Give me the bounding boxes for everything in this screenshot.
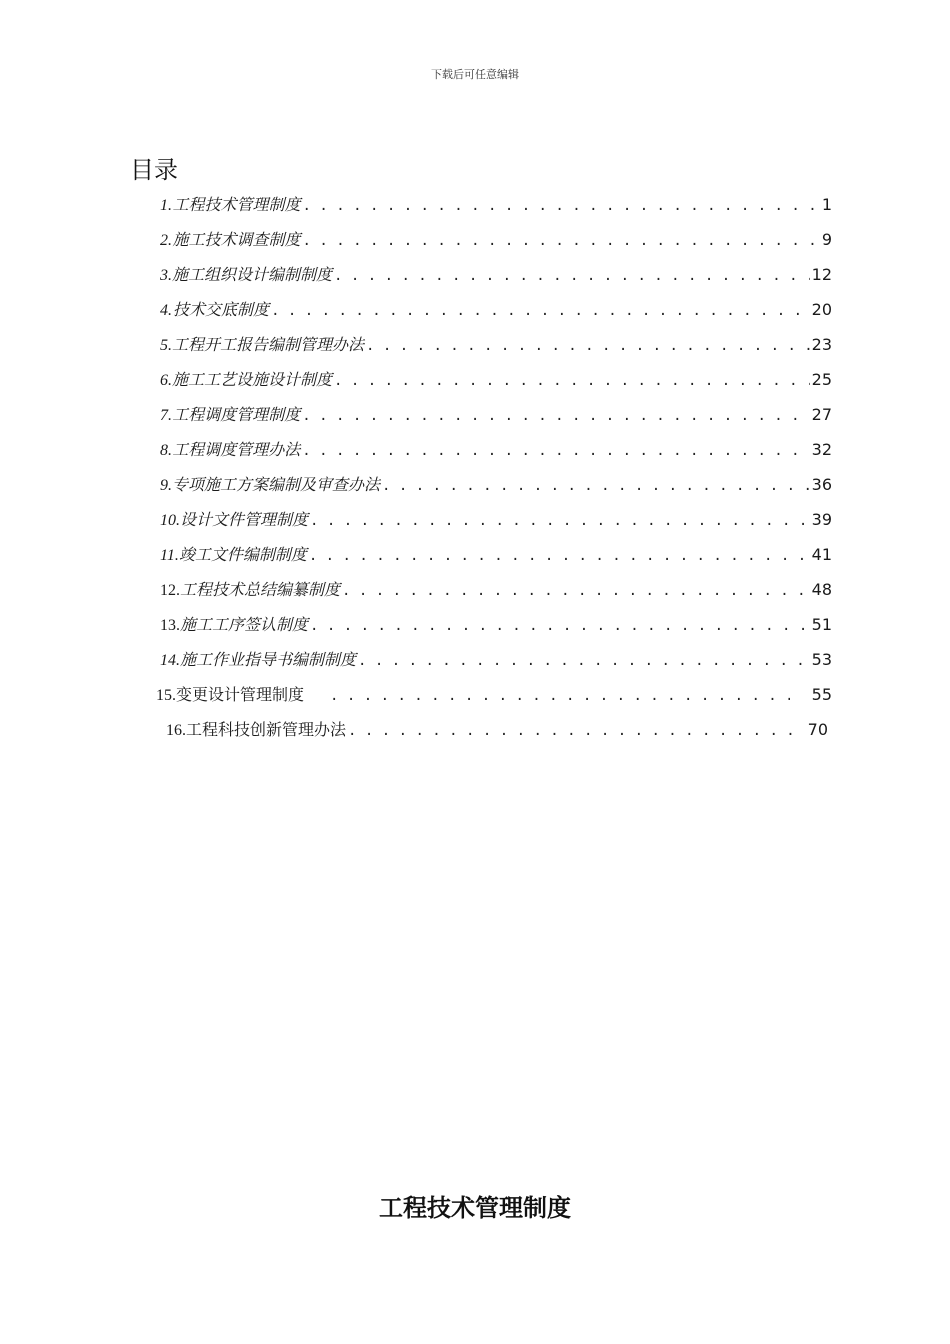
toc-entry-page: 48: [811, 580, 832, 599]
toc-entry-page: 32: [811, 440, 832, 459]
page-header-note: 下载后可任意编辑: [431, 68, 519, 81]
toc-entry-label: 施工技术调查制度: [172, 230, 301, 249]
toc-entry[interactable]: [160, 402, 832, 426]
toc-title: 目录: [130, 156, 178, 184]
toc-entry[interactable]: [160, 297, 832, 321]
toc-entry-page: 53: [811, 650, 832, 669]
toc-entry[interactable]: [160, 227, 832, 251]
toc-entry-page: 51: [811, 615, 832, 634]
toc-entry[interactable]: [160, 262, 832, 286]
toc-entry-number: 11.: [160, 547, 179, 564]
toc-entry-label: 变更设计管理制度: [176, 685, 305, 704]
toc-entry-label: 设计文件管理制度: [180, 510, 309, 529]
toc-dot-leader: [330, 688, 790, 704]
toc-entry[interactable]: [160, 332, 832, 356]
toc-entry-label: 专项施工方案编制及审查办法: [172, 475, 381, 494]
toc-dot-leader: [302, 408, 809, 424]
toc-entry-number: 4.: [160, 302, 172, 319]
toc-entry[interactable]: [160, 192, 832, 216]
toc-entry[interactable]: [160, 437, 832, 461]
toc-entry[interactable]: [160, 612, 832, 636]
toc-entry-page: 39: [811, 510, 832, 529]
toc-entry-label: 工程科技创新管理办法: [186, 720, 347, 739]
toc-entry-page: 20: [811, 300, 832, 319]
toc-entry[interactable]: [166, 717, 828, 741]
toc-dot-leader: [310, 513, 810, 529]
toc-entry-label: 工程技术管理制度: [172, 195, 301, 214]
toc-entry-page: 25: [811, 370, 832, 389]
toc-entry[interactable]: [160, 647, 832, 671]
toc-entry-page: 27: [811, 405, 832, 424]
section-heading: 工程技术管理制度: [379, 1194, 571, 1222]
toc-entry-label: 技术交底制度: [173, 300, 270, 319]
toc-entry-page: 23: [811, 335, 832, 354]
toc-entry-label: 施工组织设计编制制度: [172, 265, 333, 284]
toc-entry-page: 70: [807, 720, 828, 739]
toc-entry-number: 12.: [160, 582, 180, 599]
toc-dot-leader: [342, 583, 810, 599]
toc-dot-leader: [309, 548, 810, 564]
toc-entry-page: 41: [811, 545, 832, 564]
toc-entry-number: 15.: [156, 687, 176, 704]
toc-dot-leader: [310, 618, 810, 634]
toc-entry-label: 工程调度管理制度: [172, 405, 301, 424]
toc-dot-leader: [348, 723, 806, 739]
toc-entry-number: 14.: [160, 652, 180, 669]
toc-entry-number: 5.: [160, 337, 172, 354]
toc-entry[interactable]: [160, 542, 832, 566]
toc-entry-label: 施工工序签认制度: [180, 615, 309, 634]
toc-entry-label: 施工工艺设施设计制度: [172, 370, 333, 389]
toc-entry-number: 1.: [160, 197, 172, 214]
toc-dot-leader: [303, 198, 820, 214]
toc-entry[interactable]: [160, 577, 832, 601]
toc-dot-leader: [271, 303, 810, 319]
toc-entry-number: 7.: [160, 407, 172, 424]
toc-entry-label: 工程技术总结编纂制度: [180, 580, 341, 599]
toc-dot-leader: [303, 233, 820, 249]
toc-entry-number: 2.: [160, 232, 172, 249]
toc-entry-number: 13.: [160, 617, 180, 634]
toc-entry[interactable]: [156, 682, 832, 706]
toc-dot-leader: [358, 653, 810, 669]
toc-entry-number: 16.: [166, 722, 186, 739]
toc-dot-leader: [302, 443, 809, 459]
toc-dot-leader: [382, 478, 810, 494]
toc-entry[interactable]: [160, 507, 832, 531]
toc-entry-number: 6.: [160, 372, 172, 389]
toc-entry-number: 3.: [160, 267, 172, 284]
toc-entry-page: 36: [811, 475, 832, 494]
toc-entry-number: 9.: [160, 477, 172, 494]
toc-entry-label: 工程开工报告编制管理办法: [172, 335, 365, 354]
toc-dot-leader: [334, 373, 810, 389]
toc-entry-label: 竣工文件编制制度: [178, 545, 307, 564]
toc-entry-number: 10.: [160, 512, 180, 529]
toc-entry-number: 8.: [160, 442, 172, 459]
toc-entry-page: 1: [821, 195, 832, 214]
toc-entry-label: 施工作业指导书编制制度: [180, 650, 357, 669]
toc-entry-label: 工程调度管理办法: [172, 440, 301, 459]
toc-entry[interactable]: [160, 472, 832, 496]
toc-entry-page: 9: [821, 230, 832, 249]
toc-entry[interactable]: [160, 367, 832, 391]
toc-dot-leader: [366, 338, 810, 354]
toc-dot-leader: [334, 268, 810, 284]
toc-entry-page: 12: [811, 265, 832, 284]
toc-entry-page: 55: [811, 685, 832, 704]
